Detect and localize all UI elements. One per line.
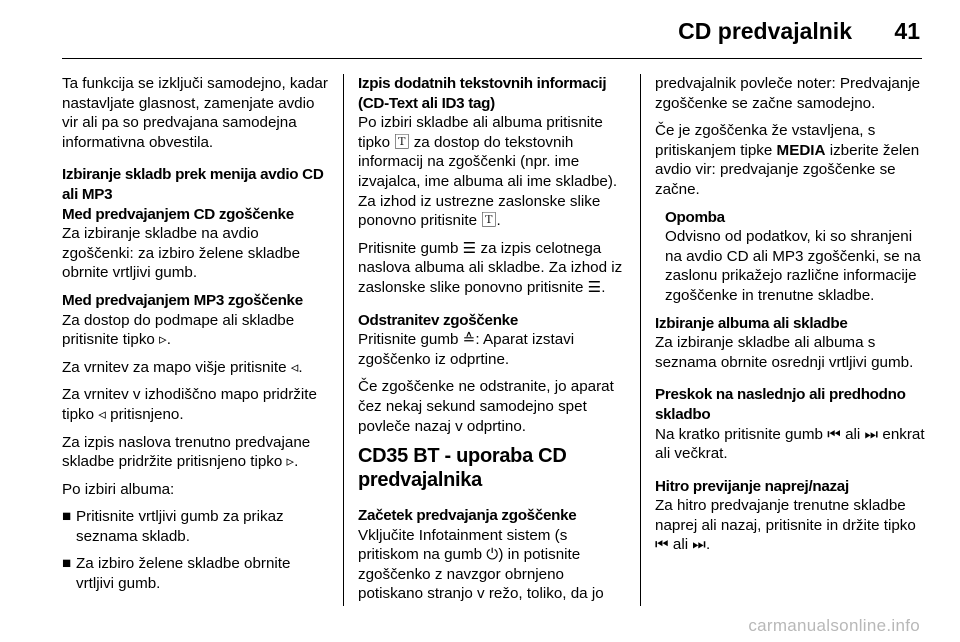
heading-cd-playback: Med predvajanjem CD zgoščenke — [62, 205, 294, 223]
page-number: 41 — [894, 18, 920, 44]
back-paragraph: Za vrnitev za mapo višje pritisnite ◃. — [62, 358, 303, 376]
heading-cd-text: Izpis dodatnih tekstovnih informacij (CD-Text ali ID3 tag) — [358, 75, 607, 112]
skip-paragraph: Na kratko pritisnite gumb ⏮ ali ⏭ enkrat ali večkrat. — [655, 425, 925, 463]
column-1 — [62, 74, 328, 602]
column-3 — [655, 74, 925, 563]
title-paragraph: Za izpis naslova trenutno predvajane skladbe pridržite pritisnjeno tipko ▹. — [62, 433, 311, 471]
fast-forward-paragraph: Za hitro predvajanje trenutne skladbe naprej ali nazaj, pritisnite in držite tipko ⏮ ali ⏭. — [655, 497, 916, 554]
album-paragraph: Za izbiranje skladbe ali albuma s seznama obrnite osrednji vrtljivi gumb. — [655, 334, 914, 371]
media-paragraph — [655, 121, 925, 199]
heading-remove-cd: Odstranitev zgoščenke — [358, 311, 518, 329]
list-item — [62, 507, 328, 546]
text-info-paragraph: Po izbiri skladbe ali albuma pritisnite tipko 🅃 za dostop do tekstovnih informacij na zgoščenki (npr. ime izvajalca, ime albuma ali ime skladbe). Za izhod iz ustrezne zaslonske slike ponovno pritisnite 🅃. — [358, 114, 618, 230]
continue-paragraph: predvajalnik povleče noter: Predvajanje zgoščenke se začne samodejno. — [655, 75, 921, 112]
page-title: CD predvajalnik — [678, 18, 852, 44]
start-paragraph: Vključite Infotainment sistem (s pritiskom na gumb ⏻) in potisnite zgoščenko z navzgor obrnjeno potiskano stranjo v režo, toliko, da jo — [358, 526, 604, 603]
cd-paragraph: Za izbiranje skladbe na avdio zgoščenki: za izbiro želene skladbe obrnite vrtljivi gumb. — [62, 225, 301, 282]
bullet-text: Pritisnite vrtljivi gumb za prikaz seznama skladb. — [76, 508, 284, 545]
auto-retract-paragraph: Če zgoščenke ne odstranite, jo aparat čez nekaj sekund samodejno spet povleče nazaj v odprtino. — [358, 378, 614, 435]
heading-mp3-playback: Med predvajanjem MP3 zgoščenke — [62, 291, 303, 309]
mp3-paragraph: Za dostop do podmape ali skladbe pritisnite tipko ▹. — [62, 311, 295, 349]
heading-start-playback: Začetek predvajanja zgoščenke — [358, 507, 577, 525]
watermark: carmanualsonline.info — [748, 616, 920, 635]
eject-paragraph: Pritisnite gumb ≙: Aparat izstavi zgoščenko iz odprtine. — [358, 331, 575, 368]
list-item — [62, 554, 328, 593]
heading-skip-track: Preskok na naslednjo ali predhodno skladbo — [655, 386, 906, 423]
heading-select-album: Izbiranje albuma ali skladbe — [655, 314, 848, 332]
page-header — [0, 0, 960, 62]
album-intro: Po izbiri albuma: — [62, 480, 175, 498]
note-box — [655, 208, 925, 306]
header-divider — [62, 58, 922, 59]
media-text-b: izberite želen avdio vir: predvajanje zgoščenke se začne. — [655, 141, 920, 198]
section-heading: CD35 BT - uporaba CD predvajalnika — [358, 445, 567, 492]
bullet-icon: ■ — [62, 555, 72, 573]
column-divider-2 — [640, 74, 641, 606]
note-title: Opomba — [665, 208, 725, 226]
bullet-icon: ■ — [62, 508, 72, 526]
media-key-label: MEDIA — [776, 141, 826, 159]
media-text-a: Če je zgoščenka že vstavljena, s pritiskanjem tipke — [655, 122, 876, 159]
heading-menu-select: Izbiranje skladb prek menija avdio CD ali MP3 — [62, 166, 324, 203]
root-paragraph: Za vrnitev v izhodiščno mapo pridržite tipko ◃ pritisnjeno. — [62, 386, 317, 423]
bullet-text: Za izbiro želene skladbe obrnite vrtljivi gumb. — [76, 555, 291, 593]
heading-fast-forward: Hitro previjanje naprej/nazaj — [655, 477, 849, 495]
full-title-paragraph: Pritisnite gumb ☰ za izpis celotnega naslova albuma ali skladbe. Za izhod iz zaslonske slike ponovno pritisnite ☰. — [358, 239, 623, 296]
column-divider-1 — [343, 74, 344, 606]
intro-paragraph: Ta funkcija se izključi samodejno, kadar nastavljate glasnost, zamenjate avdio vir ali pa so predvajana samodejna informativna obvestila. — [62, 75, 328, 151]
column-2 — [358, 74, 628, 612]
note-text: Odvisno od podatkov, ki so shranjeni na avdio CD ali MP3 zgoščenki, se na zaslonu prikažejo različne informacije zgoščenke in trenutne skladbe. — [665, 228, 921, 304]
